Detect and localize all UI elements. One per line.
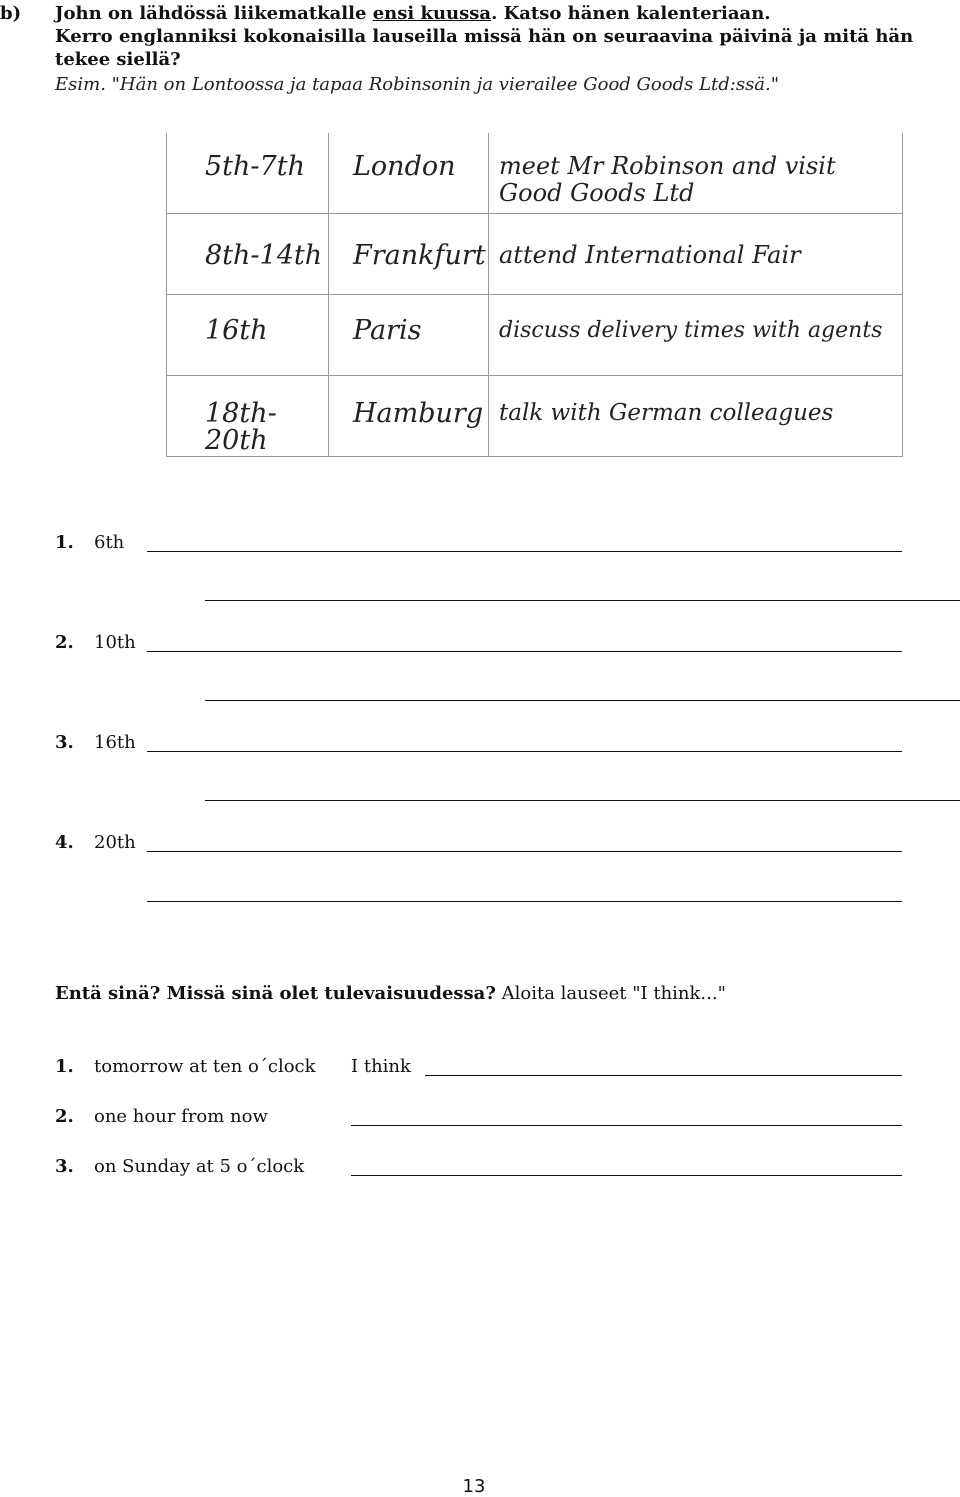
answer-line[interactable]: [205, 600, 960, 601]
calendar-dates: [167, 295, 329, 376]
calendar-dates: [167, 214, 329, 295]
intro-line-2: Kerro englanniksi kokonaisilla lauseilla missä hän on seuraavina päivinä ja mitä hän: [55, 26, 914, 47]
answer-line[interactable]: [351, 1125, 902, 1126]
calendar-activity: [489, 376, 903, 457]
question-date: 16th: [94, 732, 136, 753]
answer-line[interactable]: [147, 651, 902, 652]
calendar-table: [166, 133, 903, 457]
part2-heading-bold: Entä sinä? Missä sinä olet tulevaisuudessa?: [55, 983, 496, 1004]
answer-line[interactable]: [351, 1175, 902, 1176]
item-number: 1.: [55, 1056, 74, 1077]
answer-line[interactable]: [147, 751, 902, 752]
activity-text: talk with German colleagues: [499, 400, 834, 426]
part2-heading: [55, 982, 726, 1005]
question-date: 10th: [94, 632, 136, 653]
dates-text: 18th-20th: [205, 398, 277, 456]
question-number: 3.: [55, 732, 74, 753]
city-text: Paris: [353, 315, 422, 346]
activity-line-1: meet Mr Robinson and visit: [499, 152, 836, 180]
answer-line[interactable]: [147, 551, 902, 552]
calendar-activity: [489, 133, 903, 214]
dates-text: 5th-7th: [205, 151, 305, 182]
calendar-city: [329, 295, 489, 376]
calendar-row: [167, 133, 903, 214]
calendar-city: [329, 376, 489, 457]
activity-line-2: Good Goods Ltd: [499, 179, 695, 207]
answer-line[interactable]: [205, 700, 960, 701]
calendar-city: [329, 214, 489, 295]
answer-line[interactable]: [205, 800, 960, 801]
item-text: tomorrow at ten o´clock: [94, 1056, 316, 1077]
intro-example: Esim. "Hän on Lontoossa ja tapaa Robinsonin ja vierailee Good Goods Ltd:ssä.": [55, 74, 780, 95]
calendar-activity: [489, 295, 903, 376]
part2-heading-rest: Aloita lauseet "I think...": [495, 983, 726, 1004]
question-number: 2.: [55, 632, 74, 653]
calendar-row: [167, 214, 903, 295]
calendar-dates: [167, 133, 329, 214]
answer-line[interactable]: [147, 901, 902, 902]
question-number: 4.: [55, 832, 74, 853]
calendar-row: [167, 295, 903, 376]
question-number: 1.: [55, 532, 74, 553]
city-text: Frankfurt: [353, 240, 486, 271]
dates-text: 16th: [205, 315, 268, 346]
city-text: London: [353, 151, 456, 182]
item-text: on Sunday at 5 o´clock: [94, 1156, 305, 1177]
intro-underlined: ensi kuussa: [372, 3, 492, 24]
intro-line-3: tekee siellä?: [55, 49, 181, 70]
page-number: 13: [462, 1476, 486, 1497]
item-prefix: I think: [351, 1056, 411, 1077]
item-text: one hour from now: [94, 1106, 268, 1127]
activity-text: attend International Fair: [499, 241, 801, 269]
item-number: 2.: [55, 1106, 74, 1127]
calendar-row: [167, 376, 903, 457]
answer-line[interactable]: [147, 851, 902, 852]
calendar-city: [329, 133, 489, 214]
intro-line-1: [55, 2, 955, 25]
city-text: Hamburg: [353, 398, 484, 429]
question-date: 20th: [94, 832, 136, 853]
activity-text: discuss delivery times with agents: [499, 318, 883, 343]
question-date: 6th: [94, 532, 125, 553]
item-number: 3.: [55, 1156, 74, 1177]
section-label: b): [0, 3, 22, 24]
activity-text: [489, 133, 902, 207]
calendar-activity: [489, 214, 903, 295]
answer-line[interactable]: [425, 1075, 902, 1076]
intro-line-1-post: . Katso hänen kalenteriaan.: [491, 3, 771, 24]
intro-line-1-pre: John on lähdössä liikematkalle: [55, 3, 373, 24]
dates-text: 8th-14th: [205, 240, 323, 271]
calendar-dates: [167, 376, 329, 457]
